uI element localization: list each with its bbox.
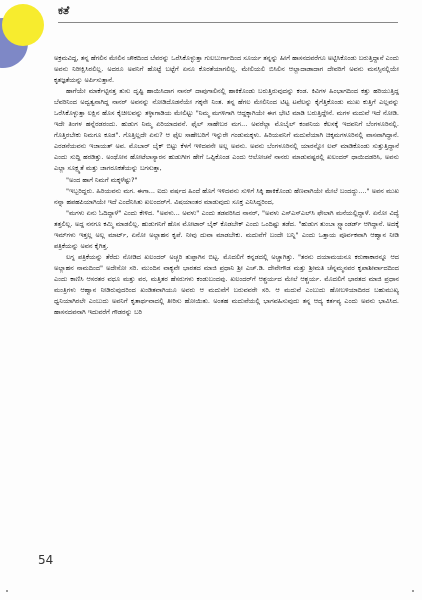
paragraph: ಲಗ್ನ ಪತ್ರಿಕೆಯನ್ನು ತೆರೆದು ನೋಡಿದ ಖಲಂದರ್ ಅಚ್ಚರಿ ತುಪ್ಪಾಗಿನ ಬಿಟ್ಟ. ಮೊದಲಿಗೆ ಕನ್ನಡದಲ್ಲಿ ಅಚ್ಚಾಗಿತ್ತು. "ತರನು ದಯಾಮಯನೂ ಕರುಣಾಕಾರನ್ನೂ ಆದ ಅಲ್ಲಾಹನ ನಾಮದಿಂದ" ಅದೇಸೋ ಸರಿ. ಮುಂದಿನ ವಾಕ್ಯವೇ ಭಾರತದ ಮಾಜಿ ಪ್ರಧಾನಿ ಶ್ರೀ ಎಚ್.ಡಿ. ದೇವೇಗೌಡ ಮತ್ತು ಶ್ರೀಮತಿ ಚೆನ್ನಮ್ಮನವರ ಕೃಪಾಶೀರ್ವಾದದಿಂದ ಎಂದು ಕಾಣಿಸಿ ಆಸರತರ ವಧೂ ಮತ್ತು ವರ, ಮತ್ತಿತರ ಹೆಸರುಗಳು ಕಂಡುಬಂದವು. ಖಲಂದರ್‌ಗೆ ಆಶ್ಚರ್ಯದ ಮೇಲೆ ಆಶ್ಚರ್ಯ. ಮೊದಲಿಗೆ ಭಾರತದ ಮಾಜಿ ಪ್ರಧಾನ ಮಂತ್ರಿಗಳು ಆಹ್ವಾನ ನೀಡಿರುವುದರಿಂದ ಖಂಡಿತವಾಗಿಯೂ ಅವರು ಆ ಮದುವೆಗೆ ಬರುವವರೇ ಸರಿ. ಆ ಮದುವೆ ಎಂಬುದು ಹೋಬಳಿಯಾದಿರದ ಬಹುಮುಖ್ಯ ಧ್ವನಿಯಾಗಿರಲೇ ಎಂಬುದು ಅವನಿಗೆ ಕೃತಾರ್ಥವಾದಲ್ಲಿ ತೀರಿಸು ಹೋಯಿತು. ಅಂತಹ ಮದುವೆಯಲ್ಲಿ ಭಾಗವಹಿಸುವುದು ತನ್ನ ಆದ್ಯ ಕರ್ತವ್ಯ ಎಂದು ಅವನು ಭಾವಿಸಿದ. ಹಾಸನದವನಾಗಿ ಇದುವರೆಗೆ ಗೌಡರನ್ನು ಬರಿ (54, 252, 399, 317)
crop-mark (412, 590, 414, 592)
paragraph: "ಮಗಳು ಏನು ಓದಿದ್ದಾಳೆ" ಎಂದು ಕೇಳಿದ. "ಅವಳು... ಅವಳು" ಎಂದು ತಡವರಿಸಿದ ನಾನರ್, "ಅವಳು ಎಸ್ಎಸ್ಎಲ್‌ಸಿ ಫೇಲಾಗಿ ಮನೆಯಲ್ಲಿದ್ದಾಳೆ. ಏನೋ ವಿದ್ಯೆ ತತ್ತಲಿಲ್ಲ. ಅದ್ದ ನನಗೂ ಕಮ್ಮಿ ಮಾಡಲಿಲ್ಲ. ಹುಡುಗನಿಗೆ ಹೊಸ ಮೋಟಾರ್ ಬೈಕ್ ಕೊಡಬೇಕ್ ಎಂದು ಒಂದಿಷ್ಟು ತಡೆದ. "ಹುಡುಗ ತುಂಬಾ ಸ್ಟ್ಯಾಂಡರ್ಡ್ ಆಗಿದ್ದಾನೆ. ಅದಕ್ಕೆ ಇಮ್‌ಗಳು ಇತ್ತಲ್ಲ ಅಲ್ಲ ಮಾರ್ಟ್, ಏನೋ ಅಲ್ಲಾಹನ ಕೃಪೆ. ನೀವು ದುವಾ ಮಾಡಬೇಕು. ಮದುವೆಗೆ ಬಂದೇ ಬನ್ನಿ" ಎಂದು ಒತ್ತಾಯ ಪೂರ್ವಕವಾಗಿ ಆಹ್ವಾನ ನೀಡಿ ಪತ್ರಿಕೆಯನ್ನು ಅವನ ಕೈಗಿತ್ತ. (54, 208, 399, 250)
header-rule (58, 22, 398, 23)
body-text (54, 53, 399, 318)
crop-mark (6, 590, 8, 592)
paragraph: ಅಕ್ರಮವಿದ್ದ, ತನ್ನ ಹೆಗಲಿನ ಮೇಲಿನ ಚೌಕದಿಂದ ಬೆವರನ್ನು ಒರೆಸಿಕೊಳ್ಳುತ್ತಾ ಗುಲಬುರ್ಗಾದಿಂದ ಸೂರ್ಯ ತನ್ನನ್ನು ಹೀಗೆ ಹಾಸನದವರೆಗೂ ಅಟ್ಟಿಸಿಕೊಂಡು ಬರುತ್ತಿದ್ದಾನೆ ಎಂದು ಅವನು ನಿರೀಕ್ಷಿಸಿರಲಿಲ್ಲ. ಅದರೂ ಅವನಿಗೆ ಹೊಟ್ಟೆ ಬಟ್ಟೆಗೆ ಏನೂ ಕೊರತೆಯಾಗಲಿಲ್ಲ. ಮೇಲಿಯಲಿ ಬಿಸಿಲಿನ ಆಲ್ಲಾದಾಡಾದಾಗ ದೇವರಿಗೆ ಅವನು ಮನಸ್ಸಿನಲ್ಲಿಯೇ ಕೃತಜ್ಞತೆಯನ್ನು ಅರ್ಪಿಸುತ್ತಾನೆ. (54, 54, 399, 85)
page-number: 54 (38, 553, 54, 567)
section-title: ಕತೆ (58, 4, 70, 17)
paragraph: ಹಾಗೆಯೇ ಮಾರ್ಕೆಟ್ಟಿನತ್ತ ತುಸು ದೃಷ್ಟಿ ಹಾಯಿಸಿದಾಗ ನಾನರ್ ದಾಪುಗಾಲಿನಲ್ಲಿ ಹಾಕಿಕೊಂಡು ಬರುತ್ತಿರುವುದನ್ನು ಕಂಡ. ಕಿವಿಗಳ ಹಿಂಭಾಗದಿಂದ ಕತ್ತು ಹರಿಯುತ್ತಿದ್ದ ಬೆವರಿನಿಂದ ಅದ್ವತ್ವನಾಗಿದ್ದ ನಾನರ್ ಅವನನ್ನು ನೋಡಿದೊಡನೆಯೇ ಗಕ್ಕನೇ ನಿಂತ. ತನ್ನ ಹೆಗಲ ಮೇಲಿನಿಂದ ಟಿಟ್ಟ ಟವೆಲನ್ನು ಕೈಗೆತ್ತಿಕೊಂಡು ಮುಖ ಕುತ್ತಿಗೆ ಎಲ್ಲವನ್ನು ಒರೆಸಿಕೊಳ್ಳುತ್ತಾ ಲಕ್ಷಿನ ಹೊಸ ಕೈಚೀಲವನ್ನು ತಳ್ಳಾಗಾಡಿಯ ಮೇಲಿಟ್ಟು "ನಿಮ್ಮ ಮಗಳಿಗಾಗಿ ಆದ್ದಕ್ಕಾಗಿಯೇ ಈಗ ಭೇಟಿ ಮಾಡಿ ಬರುತ್ತಿದ್ದೇನೆ. ಮಗಳ ಮದುವೆ ಇದೆ ನೋಡಿ. ಇದೇ ತಿಂಗಳ ಹನ್ನೆರಡರಂದು. ಹುಡುಗ ನಿಮ್ಮ ಏರಿಯಾದವನೆ. ಫೈಲ್ ಸಾಹೇಬರ ಮಗ... ಅವರೆಲ್ಲಾ ಮೊಬೈಲ್ ಕಂಪನಿಯ ಕೆಲಸಕ್ಕೆ ಇದವನಿಗೆ ಬೆಂಗಳೂರಿನಲ್ಲಿ. ಗೊತ್ತಿರಬೇಕು ನಿಮಗೂ ಕೂಡ". ಗೊತ್ತಿಲ್ಲದೇ ಏನು? ಆ ಫೈಲ ಸಾಹೇಬರಿಗೆ ಇನ್ನುರೇ ಗಂಡುಮಕ್ಕಳು. ಹಿರಿಯವನಿಗೆ ಮದುವೆಯಾಗಿ ಚಿಕ್ಕಮಗಳೂರಿನಲ್ಲಿ ವಾಸವಾಗಿದ್ದಾನೆ. ಎರಡನೆಯವನು ಇಜಾಯತ್ ಅವ. ಮೊಬಾರ್ ಬೈಕ್ ಬಿಟ್ಟು ಕೆಳಗೆ ಇಳಿದವನೇ ಅಲ್ಲ ಅವನು. ಅವನು ಬೆಂಗಳೂರಿನಲ್ಲಿ ಯಾರನ್ನೋ ಲವ್ ಮಾಡಿಕೊಂಡು ಸುತ್ತುತ್ತಿದ್ದಾನೆ ಎಂದು ಸುದ್ದಿ ಹರಡಿತ್ತು. ಅಂಥೋನ ಹೋಟೆಲಾಸ್ಯಾರನ ಹುಡುಗೀಗ ಹೇಗೆ ಒಪ್ಪಿಕೊಂಡ ಎಂದು ಆಲೋಚನೆ ನಾನರು ಮಾಡುವಷ್ಟರಲ್ಲಿ ಖಲಂದರ್ ಧಾಯಿದಡರಿಸಿ, ಅವನು ಎಲ್ಲಾ ಸೂಕ್ಷ್ಮತೆ ಮತ್ತು ಜಾಗರೂಕತೆಯನ್ನು ಬಗಸುತ್ತಾ, (54, 87, 399, 173)
paragraph: "ಇಬ್ಬರಿದ್ದರು. ಹಿರಿಯವನು ಮಗ. ಈಗಾ... ಐದು ವರ್ಷದ ಹಿಂದೆ ಹೊಗೆ ಇಳಿದವನು ಸುಳಿಗೆ ಸಿಕ್ಕಿ ಹಾಕಿಕೊಂಡು ಹೆಣವಾಗಿಯೇ ಮೇಲೆ ಬಂದದ್ದು...." ಅವನ ಮುಖ ನನ್ನಾ ಹಪಹಪಿಯಾಗಿಯೇ ಇದೆ ಎಂದೆನಿಸಿತು ಖಲಂದರ್‌ಗೆ. ವಿಷಯಾಂತರ ಮಾಡುವುದು ಸೂಕ್ತ ಎನಿಸಿದ್ದರಿಂದ, (54, 186, 399, 206)
paragraph: "ಅಂದ ಹಾಗೆ ನಿಮಗೆ ಮಕ್ಕಳೆಷ್ಟು?" (66, 175, 138, 184)
header-decoration-yellow-circle (2, 4, 44, 46)
page-header (0, 0, 422, 46)
